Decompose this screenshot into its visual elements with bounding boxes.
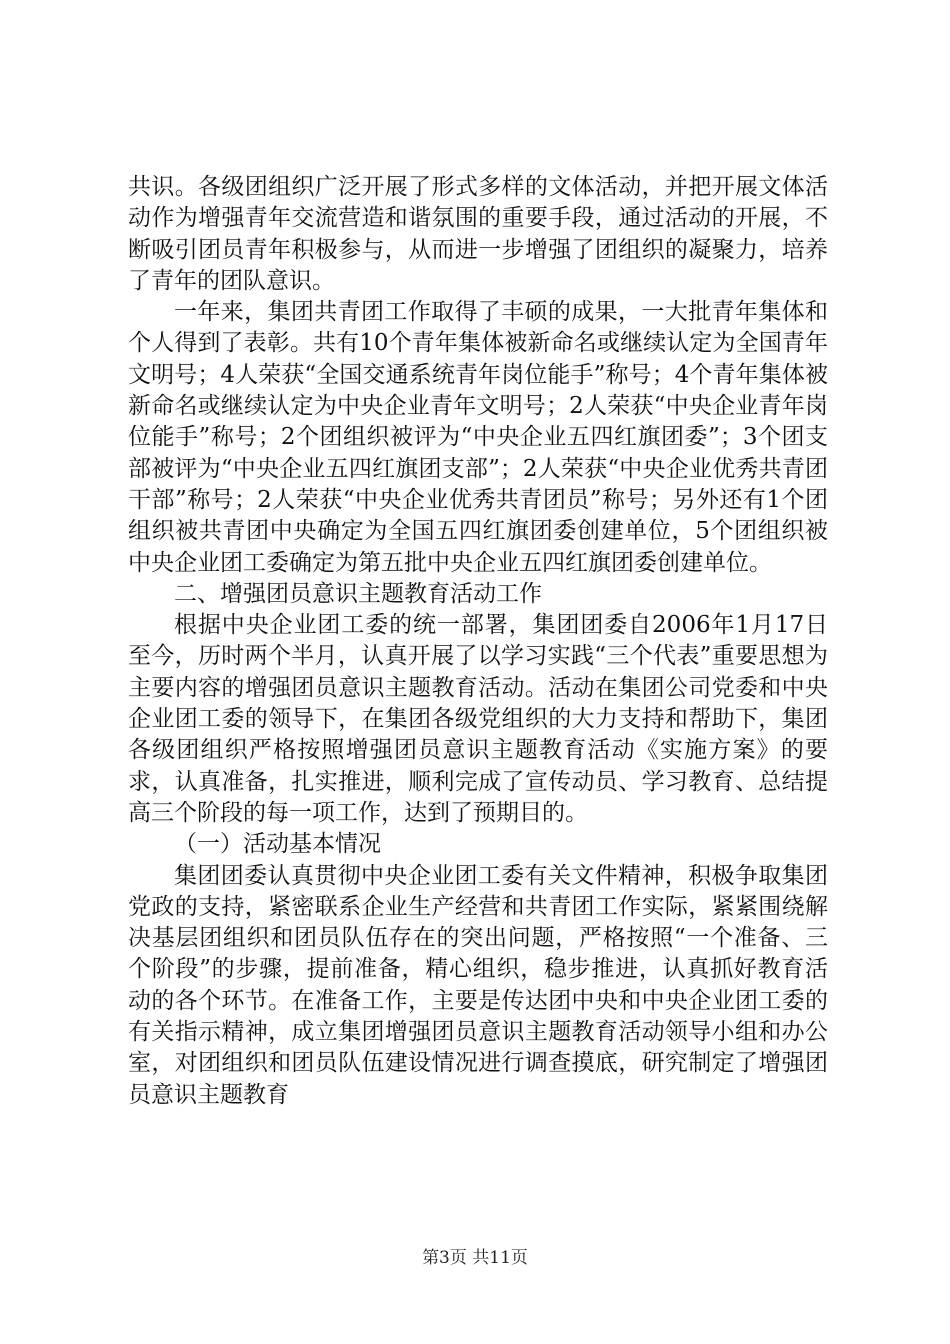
paragraph-continued-consensus: 共识。各级团组织广泛开展了形式多样的文体活动，并把开展文体活动作为增强青年交流营造和谐氛围的重要手段，通过活动的开展，不断吸引团员青年积极参与，从而进一步增强了团组织的凝聚力，培养了青年的团队意识。 <box>128 174 828 294</box>
subsection-heading-basic-situation: （一）活动基本情况 <box>174 831 381 858</box>
page-number-footer: 第3页 共11页 <box>422 1248 528 1268</box>
paragraph-deployment: 根据中央企业团工委的统一部署，集团团委自2006年1月17日至今，历时两个半月，认真开展了以学习实践“三个代表”重要思想为主要内容的增强团员意识主题教育活动。活动在集团公司党委和中央企业团工委的领导下，在集团各级党组织的大力支持和帮助下，集团各级团组织严格按照增强团员意识主题教育活动《实施方案》的要求，认真准备，扎实推进，顺利完成了宣传动员、学习教育、总结提高三个阶段的每一项工作，达到了预期目的。 <box>128 612 828 826</box>
paragraph-annual-achievements: 一年来，集团共青团工作取得了丰硕的成果，一大批青年集体和个人得到了表彰。共有10个青年集体被新命名或继续认定为全国青年文明号；4人荣获“全国交通系统青年岗位能手”称号；4个青年集体被新命名或继续认定为中央企业青年文明号；2人荣获“中央企业青年岗位能手”称号；2个团组织被评为“中央企业五四红旗团委”；3个团支部被评为“中央企业五四红旗团支部”；2人荣获“中央企业优秀共青团干部”称号；2人荣获“中央企业优秀共青团员”称号；另外还有1个团组织被共青团中央确定为全国五四红旗团委创建单位，5个团组织被中央企业团工委确定为第五批中央企业五四红旗团委创建单位。 <box>128 299 828 576</box>
paragraph-implementation: 集团团委认真贯彻中央企业团工委有关文件精神，积极争取集团党政的支持，紧密联系企业生产经营和共青团工作实际，紧紧围绕解决基层团组织和团员队伍存在的突出问题，严格按照“一个准备、三个阶段”的步骤，提前准备，精心组织，稳步推进，认真抓好教育活动的各个环节。在准备工作，主要是传达团中央和中央企业团工委的有关指示精神，成立集团增强团员意识主题教育活动领导小组和办公室，对团组织和团员队伍建设情况进行调查摸底，研究制定了增强团员意识主题教育 <box>128 862 828 1108</box>
document-body <box>128 172 828 1111</box>
section-heading-theme-education: 二、增强团员意识主题教育活动工作 <box>174 580 542 607</box>
